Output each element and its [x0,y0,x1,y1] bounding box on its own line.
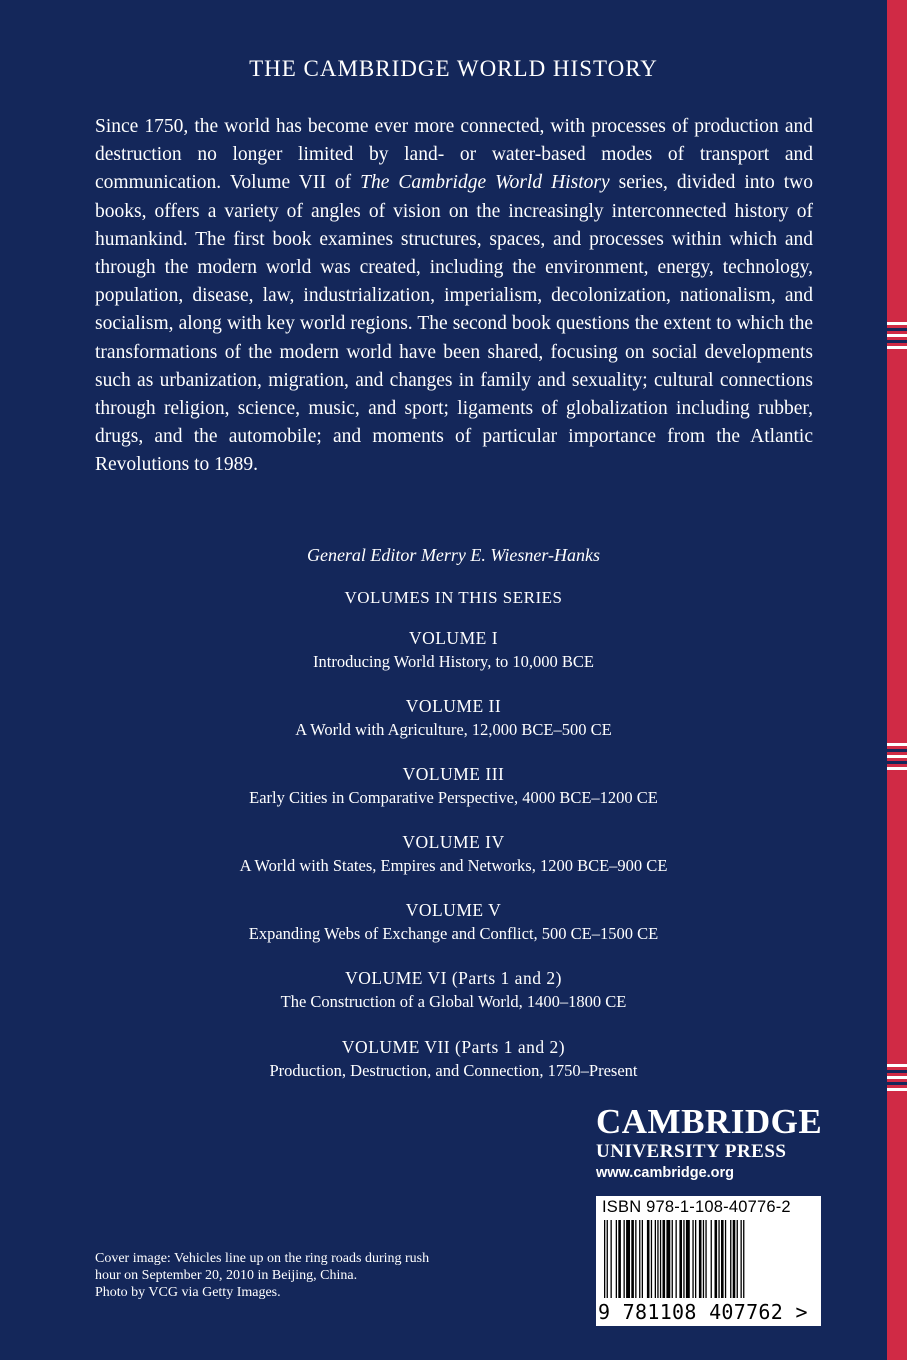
barcode-bar [660,1220,661,1298]
barcode-bar [743,1220,744,1298]
barcode-bar [686,1220,690,1298]
volume-subtitle: Expanding Webs of Exchange and Conflict, 500 CE–1500 CE [248,924,659,943]
barcode-bar [695,1220,696,1298]
barcode-bar [647,1220,650,1298]
barcode-bar [741,1220,742,1298]
volumes-heading: VOLUMES IN THIS SERIES [344,588,563,607]
barcode-bar [666,1220,670,1298]
publisher-subname: UNIVERSITY PRESS [596,1141,787,1162]
series-title: THE CAMBRIDGE WORLD HISTORY [249,56,658,81]
barcode-bar [607,1220,608,1298]
barcode-bar [663,1220,666,1298]
volume-entry [0,764,907,812]
publisher-name: CAMBRIDGE [596,1102,823,1141]
barcode-bar [683,1220,684,1298]
volume-entry [0,900,907,948]
cover-credit-line: Photo by VCG via Getty Images. [95,1285,281,1300]
volume-entry [0,968,907,1016]
barcode-bar [692,1220,693,1298]
barcode-bar [705,1220,706,1298]
volume-title: VOLUME II [405,696,502,716]
volume-subtitle: Early Cities in Comparative Perspective, 4000 BCE–1200 CE [249,788,658,807]
barcode-bar [733,1220,736,1298]
volume-title: VOLUME III [402,764,505,784]
barcode-bar [642,1220,643,1298]
spine-mark [887,322,907,352]
barcode-bar [616,1220,617,1298]
volume-subtitle: Introducing World History, to 10,000 BCE [313,652,594,671]
volume-title: VOLUME V [405,900,502,920]
cover-credit [95,1250,515,1301]
barcode-box [596,1196,821,1326]
barcode-bar [715,1220,718,1298]
spine-strip [887,0,907,1360]
volume-entry [0,832,907,880]
barcode-bar [711,1220,712,1298]
barcode-bar [624,1220,625,1298]
barcode-bar [725,1220,726,1298]
volume-title: VOLUME VI (Parts 1 and 2) [345,968,562,988]
barcode-bar [635,1220,636,1298]
barcode-bar [699,1220,702,1298]
volume-title: VOLUME VII (Parts 1 and 2) [341,1037,566,1057]
blurb-part-1: Since 1750, the world has become ever more connected, with processes of production and destruction no longer limited by land- or water-based modes of transport and communication. Volume VII of [95,116,813,194]
barcode-bar [703,1220,704,1298]
ean-digits: 9 781108 407762 > [598,1300,808,1324]
volume-subtitle: A World with States, Empires and Networks, 1200 BCE–900 CE [239,856,668,875]
blurb-part-2: series, divided into two books, offers a variety of angles of vision on the increasingly interconnected history of humankind. The first book examines structures, spaces, and processes within which and through the modern world was created, including the environment, energy, technology, population, disease, law, industrialization, imperialism, decolonization, nationalism, and socialism, along with key world regions. The second book questions the extent to which the transformations of the modern world have been shared, focusing on social developments such as urbanization, migration, and changes in family and sexuality; cultural connections through religion, science, music, and sport; ligaments of globalization including rubber, drugs, and the automobile; and moments of particular importance from the Atlantic Revolutions to 1989. [95,172,813,476]
barcode-bar [611,1220,612,1298]
volume-entry [0,1037,907,1085]
barcode-bar [651,1220,652,1298]
barcode-bar [657,1220,658,1298]
barcode-bar [679,1220,682,1298]
barcode-bar [639,1220,640,1298]
barcode-bar [655,1220,656,1298]
general-editor: General Editor Merry E. Wiesner-Hanks [306,545,601,565]
barcode-bar [626,1220,630,1298]
barcode-bars [600,1220,817,1300]
barcode-bar [718,1220,719,1298]
volume-entry [0,696,907,744]
blurb-text [95,113,813,480]
cover-credit-line: Cover image: Vehicles line up on the ring roads during rush [95,1251,430,1266]
volume-subtitle: The Construction of a Global World, 1400–1800 CE [280,992,627,1011]
publisher-logo [596,1103,822,1183]
isbn-text: ISBN 978-1-108-40776-2 [602,1198,791,1216]
volume-subtitle: Production, Destruction, and Connection, 1750–Present [269,1061,638,1080]
cover-credit-line: hour on September 20, 2010 in Beijing, China. [95,1268,358,1283]
barcode-bar [672,1220,673,1298]
volume-subtitle: A World with Agriculture, 12,000 BCE–500 CE [295,720,612,739]
barcode-bar [721,1220,724,1298]
barcode-bar [730,1220,731,1298]
volume-title: VOLUME IV [402,832,505,852]
barcode-bar [618,1220,621,1298]
barcode-bar [631,1220,634,1298]
barcode-bar [676,1220,677,1298]
barcode-bar [737,1220,738,1298]
blurb-series-italic: The Cambridge World History [360,172,610,194]
volume-entry [0,628,907,676]
barcode-bar [604,1220,605,1298]
publisher-url: www.cambridge.org [596,1165,735,1181]
volume-title: VOLUME I [408,628,499,648]
